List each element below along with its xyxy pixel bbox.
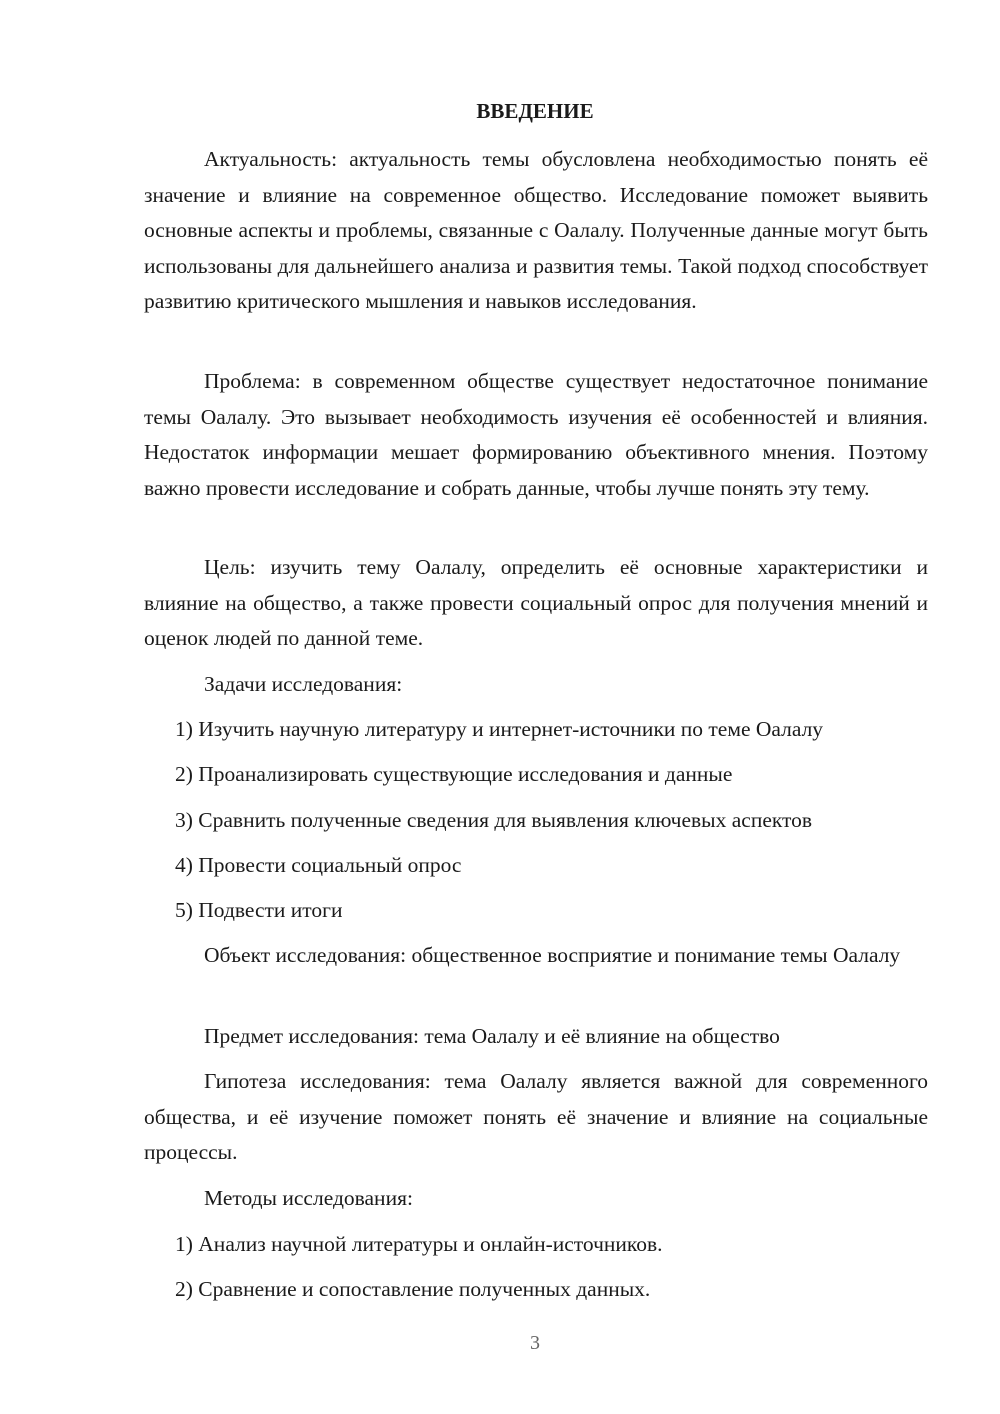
- task-item: 1) Изучить научную литературу и интернет-источники по теме Оалалу: [175, 717, 824, 741]
- hypothesis-paragraph: Гипотеза исследования: тема Оалалу является важной для современного общества, и её изучение поможет понять её значение и влияние на социальные процессы.: [144, 1069, 928, 1164]
- task-item: 5) Подвести итоги: [175, 898, 343, 922]
- subject-line: Предмет исследования: тема Оалалу и её влияние на общество: [204, 1024, 780, 1048]
- task-item: 3) Сравнить полученные сведения для выявления ключевых аспектов: [175, 808, 813, 832]
- method-item: 2) Сравнение и сопоставление полученных данных.: [175, 1277, 651, 1301]
- goal-paragraph: Цель: изучить тему Оалалу, определить её основные характеристики и влияние на общество, а также провести социальный опрос для получения мнений и оценок людей по данной теме.: [144, 555, 928, 650]
- section-title: ВВЕДЕНИЕ: [476, 99, 594, 123]
- task-item: 4) Провести социальный опрос: [175, 853, 462, 877]
- method-item: 1) Анализ научной литературы и онлайн-источников.: [175, 1232, 663, 1256]
- page-number: 3: [530, 1332, 540, 1354]
- task-item: 2) Проанализировать существующие исследования и данные: [175, 762, 733, 786]
- problem-paragraph: Проблема: в современном обществе существует недостаточное понимание темы Оалалу. Это вызывает необходимость изучения её особенностей и влияния. Недостаток информации мешает формированию объективного мнения. Поэтому важно провести исследование и собрать данные, чтобы лучше понять эту тему.: [144, 369, 928, 500]
- tasks-heading: Задачи исследования:: [204, 672, 403, 696]
- relevance-paragraph: Актуальность: актуальность темы обусловлена необходимостью понять её значение и влияние на современное общество. Исследование поможет выявить основные аспекты и проблемы, связанные с Оалалу. Полученные данные могут быть использованы для дальнейшего анализа и развития темы. Такой подход способствует развитию критического мышления и навыков исследования.: [144, 147, 928, 313]
- object-paragraph: Объект исследования: общественное восприятие и понимание темы Оалалу: [204, 943, 901, 967]
- methods-heading: Методы исследования:: [204, 1186, 413, 1210]
